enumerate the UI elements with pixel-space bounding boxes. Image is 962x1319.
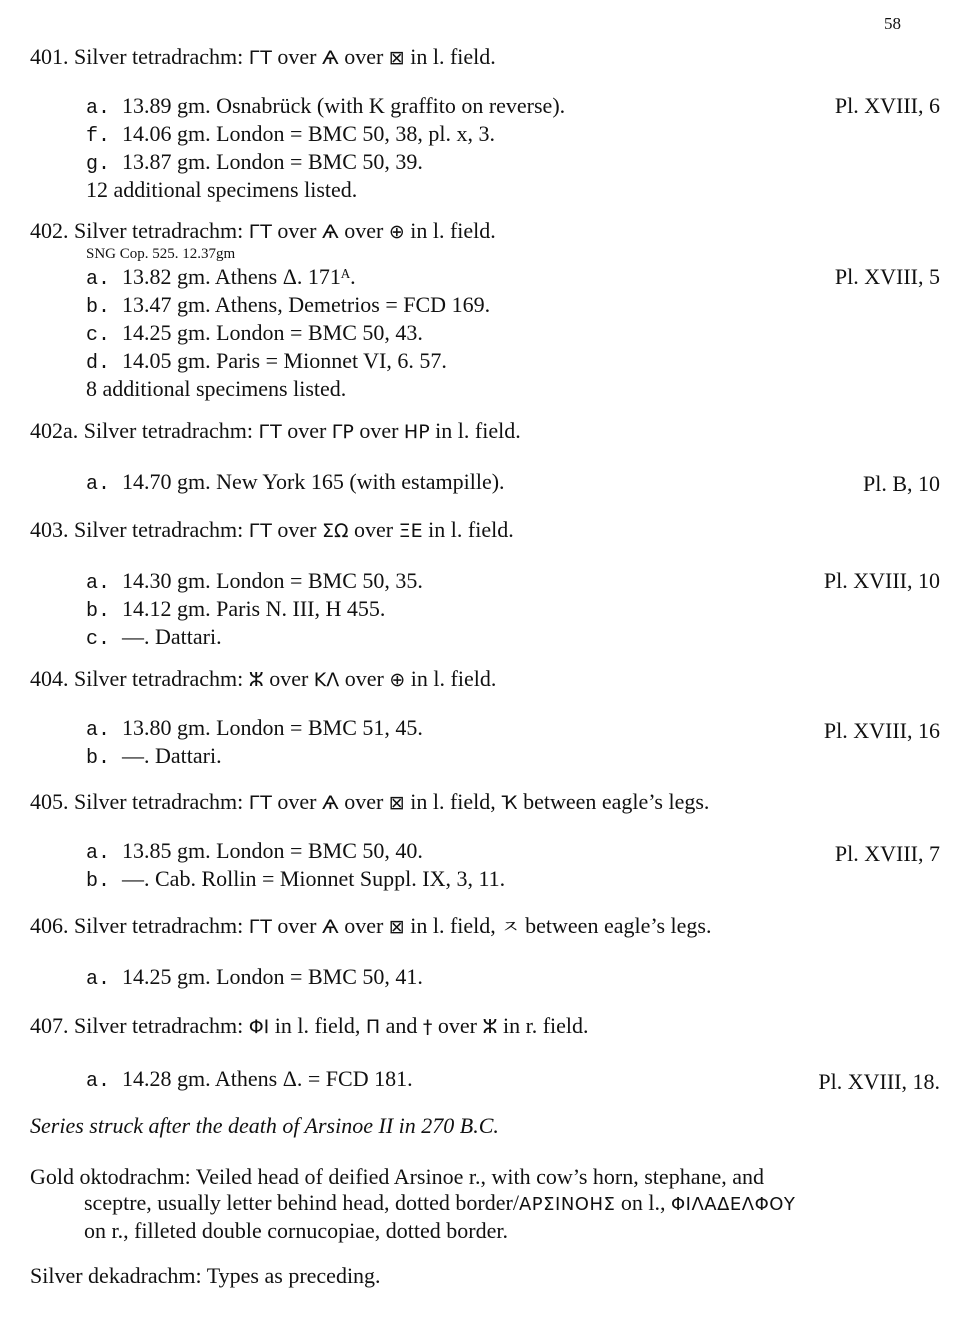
gold-oktodrachm-description <box>30 1164 930 1244</box>
specimen-row <box>30 715 940 743</box>
heading-text: over <box>353 418 404 443</box>
specimen-row <box>30 149 940 177</box>
specimen-list <box>30 1066 940 1094</box>
monogram-symbol: ГТ <box>248 916 272 938</box>
plate-reference: Pl. XVIII, 7 <box>834 841 940 866</box>
page-number: 58 <box>884 14 901 33</box>
monogram-symbol: ⵣ <box>482 1016 498 1038</box>
entry-heading <box>30 666 940 693</box>
specimen-text: —. Dattari. <box>122 743 222 768</box>
monogram-symbol: ⊕ <box>388 221 405 243</box>
additional-specimens: 8 additional specimens listed. <box>86 376 347 401</box>
specimen-letter: a. <box>86 842 111 865</box>
monogram-symbol: ⊠ <box>388 47 405 69</box>
specimen-list <box>30 469 940 497</box>
monogram-symbol: † <box>422 1016 433 1038</box>
specimen-text: 14.70 gm. New York 165 (with estampille). <box>122 469 505 494</box>
specimen-list <box>30 568 940 652</box>
heading-text: Silver tetradrachm: <box>68 44 249 69</box>
specimen-letter: c. <box>86 324 111 347</box>
specimen-letter: b. <box>86 747 111 770</box>
catalog-entry-405 <box>30 789 940 894</box>
specimen-letter: d. <box>86 352 111 375</box>
specimen-row <box>30 93 940 121</box>
entry-number: 402a. <box>30 418 79 443</box>
monogram-symbol: ΗΡ <box>403 421 430 443</box>
specimen-row <box>30 624 940 652</box>
specimen-text: 13.87 gm. London = BMC 50, 39. <box>122 149 423 174</box>
plate-reference: Pl. XVIII, 6 <box>834 93 940 118</box>
heading-text: between eagle’s legs. <box>519 913 712 938</box>
specimen-text: 14.12 gm. Paris N. III, H 455. <box>122 596 386 621</box>
specimen-row <box>30 964 940 992</box>
entry-heading <box>30 1013 940 1040</box>
monogram-symbol: ГТ <box>248 47 272 69</box>
catalog-entry-402a <box>30 418 940 497</box>
monogram-symbol: Ѧ <box>322 221 339 243</box>
heading-text: Silver tetradrachm: <box>68 218 249 243</box>
plate-reference: Pl. XVIII, 5 <box>834 264 940 289</box>
heading-text: over <box>263 666 314 691</box>
heading-text: in l. field. <box>429 418 521 443</box>
heading-text: Silver tetradrachm: <box>68 789 249 814</box>
specimen-row <box>30 838 940 866</box>
heading-text: in l. field, <box>404 789 502 814</box>
heading-text: between eagle’s legs. <box>517 789 710 814</box>
specimen-row <box>30 596 940 624</box>
specimen-text: 14.06 gm. London = BMC 50, 38, pl. x, 3. <box>122 121 495 146</box>
specimen-list <box>30 264 940 401</box>
specimen-row <box>30 264 940 292</box>
specimen-text: 13.85 gm. London = BMC 50, 40. <box>122 838 423 863</box>
specimen-row <box>30 292 940 320</box>
specimen-letter: a. <box>86 473 111 496</box>
specimen-text: 14.28 gm. Athens Δ. = FCD 181. <box>122 1066 413 1091</box>
description-line <box>30 1190 930 1218</box>
specimen-row <box>30 348 940 376</box>
catalog-entry-406 <box>30 913 940 992</box>
catalog-entry-401 <box>30 44 940 202</box>
heading-text: over <box>271 218 323 243</box>
catalog-entry-407 <box>30 1013 940 1094</box>
entry-heading <box>30 44 940 71</box>
monogram-symbol: Ѧ <box>322 47 339 69</box>
heading-text: in l. field, <box>404 913 502 938</box>
specimen-letter: c. <box>86 628 111 651</box>
monogram-symbol: ГТ <box>248 221 272 243</box>
entry-heading <box>30 913 940 940</box>
plate-reference: Pl. XVIII, 18. <box>818 1069 940 1094</box>
monogram-symbol: Ҡ <box>501 792 518 814</box>
specimen-letter: b. <box>86 296 111 319</box>
heading-text: over <box>339 666 390 691</box>
heading-text: over <box>271 44 323 69</box>
heading-text: over <box>338 44 389 69</box>
specimen-text: 13.89 gm. Osnabrück (with K graffito on reverse). <box>122 93 566 118</box>
heading-text: over <box>338 913 389 938</box>
specimen-text: 14.25 gm. London = BMC 50, 41. <box>122 964 423 989</box>
specimen-text: 14.30 gm. London = BMC 50, 35. <box>122 568 423 593</box>
series-heading: Series struck after the death of Arsinoe II in 270 B.C. <box>30 1113 499 1138</box>
greek-legend: ΑΡΣΙΝΟΗΣ <box>518 1194 616 1215</box>
heading-text: in l. field. <box>422 517 514 542</box>
heading-text: over <box>271 789 323 814</box>
heading-text: and <box>380 1013 423 1038</box>
heading-text: over <box>338 218 389 243</box>
entry-number: 407. <box>30 1013 69 1038</box>
heading-text: Silver tetradrachm: <box>78 418 259 443</box>
entry-number: 401. <box>30 44 69 69</box>
heading-text: over <box>432 1013 483 1038</box>
heading-text: in r. field. <box>497 1013 589 1038</box>
monogram-symbol: ⊠ <box>388 792 405 814</box>
heading-text: Silver tetradrachm: <box>68 666 249 691</box>
entry-number: 403. <box>30 517 69 542</box>
catalog-entry-402 <box>30 218 940 401</box>
monogram-symbol: Ѧ <box>322 792 339 814</box>
monogram-symbol: ГТ <box>248 792 272 814</box>
heading-text: in l. field. <box>404 218 496 243</box>
monogram-symbol: ΣΩ <box>322 520 349 542</box>
monogram-symbol: ⵣ <box>248 669 264 691</box>
plate-reference: Pl. XVIII, 10 <box>823 568 940 593</box>
entry-heading <box>30 218 940 245</box>
specimen-letter: b. <box>86 870 111 893</box>
heading-text: over <box>348 517 399 542</box>
specimen-row <box>30 743 940 771</box>
heading-text: over <box>271 913 323 938</box>
specimen-text: 13.47 gm. Athens, Demetrios = FCD 169. <box>122 292 491 317</box>
entry-heading <box>30 517 940 544</box>
specimen-text: —. Dattari. <box>122 624 222 649</box>
specimen-row <box>30 1066 940 1094</box>
heading-text: over <box>271 517 323 542</box>
description-text: on l., <box>615 1190 671 1215</box>
specimen-letter: a. <box>86 268 111 291</box>
specimen-text: 14.25 gm. London = BMC 50, 43. <box>122 320 423 345</box>
entry-number: 405. <box>30 789 69 814</box>
heading-text: over <box>281 418 332 443</box>
specimen-letter: a. <box>86 968 111 991</box>
entry-number: 404. <box>30 666 69 691</box>
specimen-text: 13.82 gm. Athens Δ. 171ᴬ. <box>122 264 356 289</box>
monogram-symbol: ΞΕ <box>398 520 423 542</box>
monogram-symbol: ГТ <box>248 520 272 542</box>
specimen-list <box>30 838 940 894</box>
specimen-letter: g. <box>86 153 111 176</box>
monogram-symbol: Ѧ <box>322 916 339 938</box>
catalog-entry-404 <box>30 666 940 771</box>
specimen-letter: a. <box>86 97 111 120</box>
description-text: sceptre, usually letter behind head, dotted border/ <box>84 1190 519 1215</box>
entry-heading <box>30 418 940 445</box>
greek-legend: ΦΙΛΑΔΕΛΦΟΥ <box>670 1194 796 1215</box>
specimen-letter: a. <box>86 719 111 742</box>
heading-text: in l. field. <box>405 666 497 691</box>
monogram-symbol: ⊠ <box>388 916 405 938</box>
heading-text: in l. field, <box>269 1013 366 1038</box>
specimen-row <box>30 320 940 348</box>
entry-number: 406. <box>30 913 69 938</box>
monogram-symbol: Π <box>365 1016 381 1038</box>
silver-dekadrachm-description: Silver dekadrachm: Types as preceding. <box>30 1263 381 1288</box>
monogram-symbol: ΚΛ <box>313 669 340 691</box>
entry-heading <box>30 789 940 816</box>
specimen-letter: a. <box>86 572 111 595</box>
additional-specimens: 12 additional specimens listed. <box>86 177 358 202</box>
specimen-row <box>30 568 940 596</box>
specimen-letter: a. <box>86 1070 111 1093</box>
collection-reference: SNG Cop. 525. 12.37gm <box>86 246 236 262</box>
specimen-list <box>30 715 940 771</box>
specimen-text: 14.05 gm. Paris = Mionnet VI, 6. 57. <box>122 348 447 373</box>
specimen-list <box>30 93 940 202</box>
entry-number: 402. <box>30 218 69 243</box>
specimen-letter: f. <box>86 125 111 148</box>
specimen-text: —. Cab. Rollin = Mionnet Suppl. IX, 3, 11. <box>122 866 506 891</box>
specimen-text: 13.80 gm. London = BMC 51, 45. <box>122 715 423 740</box>
monogram-symbol: ㅈ <box>501 916 520 938</box>
heading-text: Silver tetradrachm: <box>68 913 249 938</box>
specimen-list <box>30 964 940 992</box>
heading-text: in l. field. <box>404 44 496 69</box>
heading-text: Silver tetradrachm: <box>68 1013 249 1038</box>
heading-text: over <box>338 789 389 814</box>
monogram-symbol: ⊕ <box>389 669 406 691</box>
specimen-row <box>30 469 940 497</box>
plate-reference: Pl. XVIII, 16 <box>823 718 940 743</box>
monogram-symbol: ГТ <box>258 421 282 443</box>
specimen-row <box>30 121 940 149</box>
catalog-entry-403 <box>30 517 940 652</box>
heading-text: Silver tetradrachm: <box>68 517 249 542</box>
specimen-letter: b. <box>86 600 111 623</box>
description-line: Gold oktodrachm: Veiled head of deified Arsinoe r., with cow’s horn, stephane, and <box>30 1164 764 1189</box>
monogram-symbol: ΦΙ <box>248 1016 270 1038</box>
description-line: on r., filleted double cornucopiae, dotted border. <box>84 1218 508 1243</box>
monogram-symbol: ΓΡ <box>331 421 354 443</box>
specimen-row <box>30 866 940 894</box>
plate-reference: Pl. B, 10 <box>862 471 940 496</box>
